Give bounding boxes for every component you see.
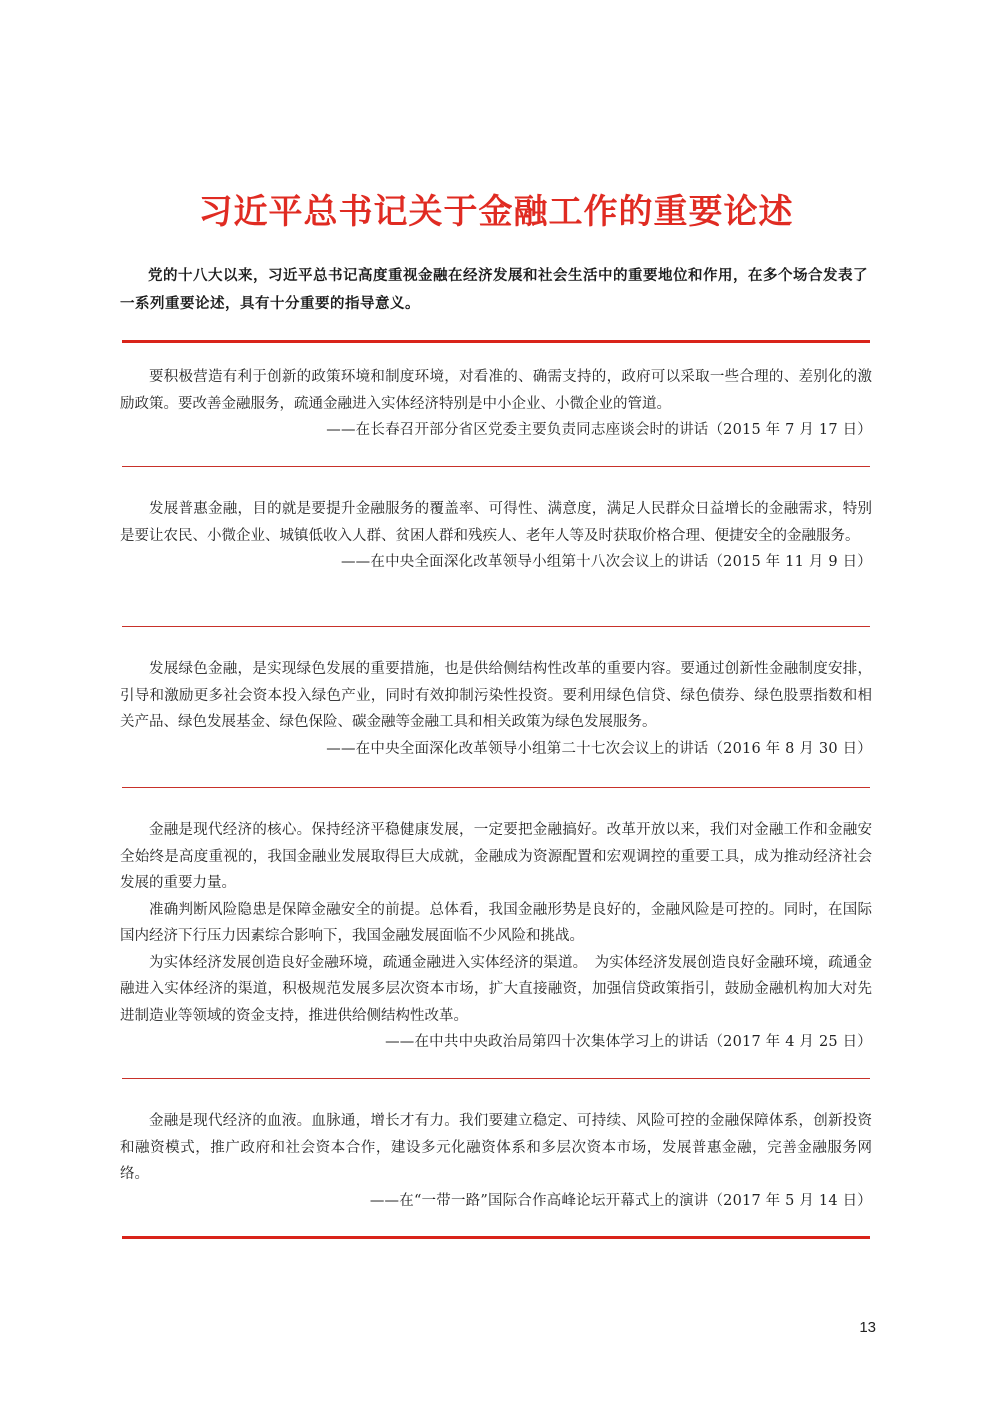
quote-section-2	[120, 496, 872, 576]
divider	[122, 787, 870, 788]
quote-paragraph: 发展绿色金融，是实现绿色发展的重要措施，也是供给侧结构性改革的重要内容。要通过创新性金融制度安排，引导和激励更多社会资本投入绿色产业，同时有效抑制污染性投资。要利用绿色信贷、绿色债券、绿色股票指数和相关产品、绿色发展基金、绿色保险、碳金融等金融工具和相关政策为绿色发展服务。	[120, 661, 872, 730]
divider	[122, 466, 870, 467]
quote-section-1	[120, 364, 872, 444]
page-number: 13	[859, 1319, 876, 1336]
quote-paragraph: 要积极营造有利于创新的政策环境和制度环境，对看准的、确需支持的，政府可以采取一些合理的、差别化的激励政策。要改善金融服务，疏通金融进入实体经济特别是中小企业、小微企业的管道。	[120, 369, 872, 412]
quote-paragraph: 准确判断风险隐患是保障金融安全的前提。总体看，我国金融形势是良好的，金融风险是可控的。同时，在国际国内经济下行压力因素综合影响下，我国金融发展面临不少风险和挑战。	[120, 901, 872, 944]
quote-section-3	[120, 656, 872, 762]
quote-paragraph: 发展普惠金融，目的就是要提升金融服务的覆盖率、可得性、满意度，满足人民群众日益增长的金融需求，特别是要让农民、小微企业、城镇低收入人群、贫困人群和残疾人、老年人等及时获取价格合理、便捷安全的金融服务。	[120, 501, 872, 544]
quote-source: ——在中央全面深化改革领导小组第十八次会议上的讲话（2015 年 11 月 9 日）	[340, 554, 872, 570]
divider-top	[122, 340, 870, 343]
quote-paragraph: 为实体经济发展创造良好金融环境，疏通金融进入实体经济的渠道。 为实体经济发展创造良好金融环境，疏通金融进入实体经济的渠道，积极规范发展多层次资本市场，扩大直接融资，加强信贷政策指引，鼓励金融机构加大对先进制造业等领域的资金支持，推进供给侧结构性改革。	[120, 954, 872, 1024]
quote-paragraph: 金融是现代经济的核心。保持经济平稳健康发展，一定要把金融搞好。改革开放以来，我们对金融工作和金融安全始终是高度重视的，我国金融业发展取得巨大成就，金融成为资源配置和宏观调控的重要工具，成为推动经济社会发展的重要力量。	[120, 822, 872, 891]
quote-paragraph: 金融是现代经济的血液。血脉通，增长才有力。我们要建立稳定、可持续、风险可控的金融保障体系，创新投资和融资模式，推广政府和社会资本合作，建设多元化融资体系和多层次资本市场，发展普惠金融，完善金融服务网络。	[120, 1113, 872, 1182]
intro-paragraph: 党的十八大以来，习近平总书记高度重视金融在经济发展和社会生活中的重要地位和作用，在多个场合发表了一系列重要论述，具有十分重要的指导意义。	[120, 268, 868, 312]
divider-bottom	[122, 1236, 870, 1239]
quote-source: ——在中共中央政治局第四十次集体学习上的讲话（2017 年 4 月 25 日）	[385, 1034, 872, 1050]
quote-section-5	[120, 1108, 872, 1214]
page-title: 习近平总书记关于金融工作的重要论述	[198, 192, 794, 232]
divider	[122, 1078, 870, 1079]
quote-section-4	[120, 817, 872, 1056]
quote-source: ——在“一带一路”国际合作高峰论坛开幕式上的演讲（2017 年 5 月 14 日）	[369, 1192, 872, 1209]
quote-source: ——在长春召开部分省区党委主要负责同志座谈会时的讲话（2015 年 7 月 17 日）	[326, 422, 872, 438]
divider	[122, 626, 870, 627]
quote-source: ——在中央全面深化改革领导小组第二十七次会议上的讲话（2016 年 8 月 30 日）	[326, 740, 872, 757]
